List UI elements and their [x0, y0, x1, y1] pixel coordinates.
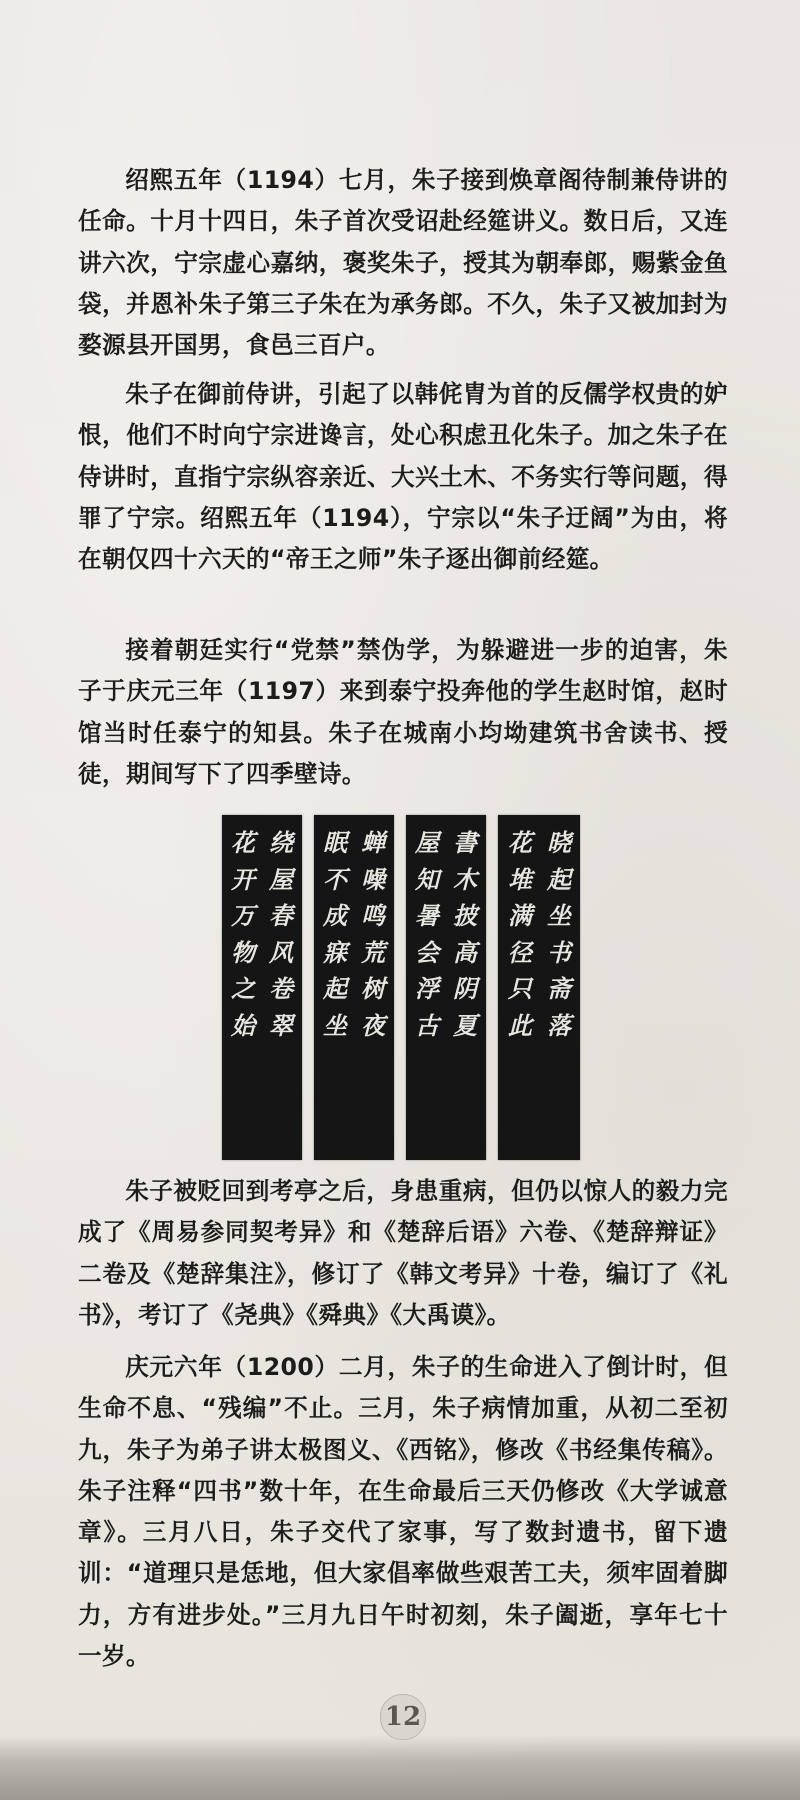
- calligraphy-glyph: 鸣: [361, 901, 385, 930]
- calligraphy-glyph: 坐: [547, 901, 571, 930]
- calligraphy-glyph: 木: [453, 864, 477, 894]
- calligraphy-glyph: 风: [269, 937, 293, 967]
- calligraphy-glyph: 噪: [361, 864, 385, 894]
- calligraphy-glyph: 会: [415, 937, 439, 967]
- calligraphy-glyph: 物: [231, 937, 255, 967]
- calligraphy-glyph: 开: [231, 864, 255, 894]
- calligraphy-glyph: 知: [415, 864, 439, 894]
- calligraphy-glyph: 只: [508, 974, 532, 1003]
- calligraphy-glyph: 斋: [547, 974, 571, 1003]
- calligraphy-glyph: 屋: [415, 828, 439, 857]
- paragraph-5: 庆元六年（1200）二月，朱子的生命进入了倒计时，但生命不息、“残编”不止。三月，朱子病情加重，从初二至初九，朱子为弟子讲太极图义、《西铭》，修改《书经集传稿》。朱子注释“四书”数十年，在生命最后三天仍修改《大学诚意章》。三月八日，朱子交代了家事，写了数封遗书，留下遗训：“道理只是恁地，但大家倡率做些艰苦工夫，须牢固着脚力，方有进步处。”三月九日午时初刻，朱子阖逝，享年七十一岁。: [78, 1353, 728, 1671]
- calligraphy-glyph: 落: [547, 1010, 571, 1040]
- calligraphy-glyph: 古: [415, 1010, 439, 1040]
- calligraphy-column: [505, 825, 535, 1044]
- calligraphy-glyph: 万: [231, 901, 255, 930]
- page-number: 12: [384, 1702, 422, 1732]
- paragraph-3: 接着朝廷实行“党禁”禁伪学，为躲避进一步的迫害，朱子于庆元三年（1197）来到泰宁投奔他的学生赵时馆，赵时馆当时任泰宁的知县。朱子在城南小均坳建筑书舍读书、授徒，期间写下了四季壁诗。: [78, 636, 728, 788]
- calligraphy-glyph: 書: [453, 828, 477, 857]
- calligraphy-glyph: 蝉: [361, 828, 385, 857]
- calligraphy-column: [412, 825, 442, 1044]
- calligraphy-glyph: 晓: [547, 828, 571, 857]
- calligraphy-glyph: 寐: [323, 937, 347, 967]
- calligraphy-glyph: 不: [323, 864, 347, 894]
- calligraphy-glyph: 翠: [269, 1010, 293, 1040]
- paragraph-4: 朱子被贬回到考亭之后，身患重病，但仍以惊人的毅力完成了《周易参同契考异》和《楚辞后语》六卷、《楚辞辩证》二卷及《楚辞集注》，修订了《韩文考异》十卷，编订了《礼书》，考订了《尧典》《舜典》《大禹谟》。: [78, 1177, 728, 1329]
- calligraphy-glyph: 此: [508, 1010, 532, 1040]
- calligraphy-glyph: 荒: [361, 937, 385, 967]
- calligraphy-glyph: 屋: [269, 864, 293, 894]
- calligraphy-glyph: 径: [508, 937, 532, 967]
- calligraphy-panel-3: [406, 815, 486, 1160]
- calligraphy-column: [320, 825, 350, 1044]
- calligraphy-glyph: 树: [361, 974, 385, 1003]
- calligraphy-glyph: 花: [508, 828, 532, 857]
- calligraphy-column: [358, 825, 388, 1044]
- calligraphy-glyph: 高: [453, 937, 477, 967]
- calligraphy-glyph: 之: [231, 974, 255, 1003]
- paragraph-2: 朱子在御前侍讲，引起了以韩侂胄为首的反儒学权贵的妒恨，他们不时向宁宗进谗言，处心积虑丑化朱子。加之朱子在侍讲时，直指宁宗纵容亲近、大兴土木、不务实行等问题，得罪了宁宗。绍熙五年（1194），宁宗以“朱子迂阔”为由，将在朝仅四十六天的“帝王之师”朱子逐出御前经筵。: [78, 380, 728, 574]
- calligraphy-glyph: 暑: [415, 901, 439, 930]
- calligraphy-glyph: 披: [453, 901, 477, 930]
- calligraphy-glyph: 绕: [269, 828, 293, 857]
- calligraphy-glyph: 满: [508, 901, 532, 930]
- calligraphy-column: [266, 825, 296, 1044]
- page-number-badge: [380, 1694, 426, 1740]
- calligraphy-glyph: 起: [547, 864, 571, 894]
- calligraphy-glyph: 成: [323, 901, 347, 930]
- paragraph-1: 绍熙五年（1194）七月，朱子接到焕章阁待制兼侍讲的任命。十月十四日，朱子首次受诏赴经筵讲义。数日后，又连讲六次，宁宗虚心嘉纳，褒奖朱子，授其为朝奉郎，赐紫金鱼袋，并恩补朱子第三子朱在为承务郎。不久，朱子又被加封为婺源县开国男，食邑三百户。: [78, 166, 728, 360]
- calligraphy-column: [450, 825, 480, 1044]
- calligraphy-glyph: 夜: [361, 1010, 385, 1040]
- footer-shadow-band: [0, 1735, 800, 1800]
- calligraphy-glyph: 坐: [323, 1010, 347, 1040]
- calligraphy-glyph: 夏: [453, 1010, 477, 1040]
- calligraphy-glyph: 堆: [508, 864, 532, 894]
- calligraphy-panel-4: [498, 815, 580, 1160]
- calligraphy-rubbing-image: [222, 815, 580, 1160]
- calligraphy-column: [544, 825, 574, 1044]
- calligraphy-panel-1: [222, 815, 302, 1160]
- calligraphy-column: [228, 825, 258, 1044]
- calligraphy-glyph: 眠: [323, 828, 347, 857]
- calligraphy-glyph: 起: [323, 974, 347, 1003]
- calligraphy-glyph: 始: [231, 1010, 255, 1040]
- calligraphy-glyph: 花: [231, 828, 255, 857]
- calligraphy-glyph: 卷: [269, 974, 293, 1003]
- calligraphy-glyph: 浮: [415, 974, 439, 1003]
- calligraphy-glyph: 阴: [453, 974, 477, 1003]
- calligraphy-glyph: 书: [547, 937, 571, 967]
- calligraphy-panel-2: [314, 815, 394, 1160]
- calligraphy-glyph: 春: [269, 901, 293, 930]
